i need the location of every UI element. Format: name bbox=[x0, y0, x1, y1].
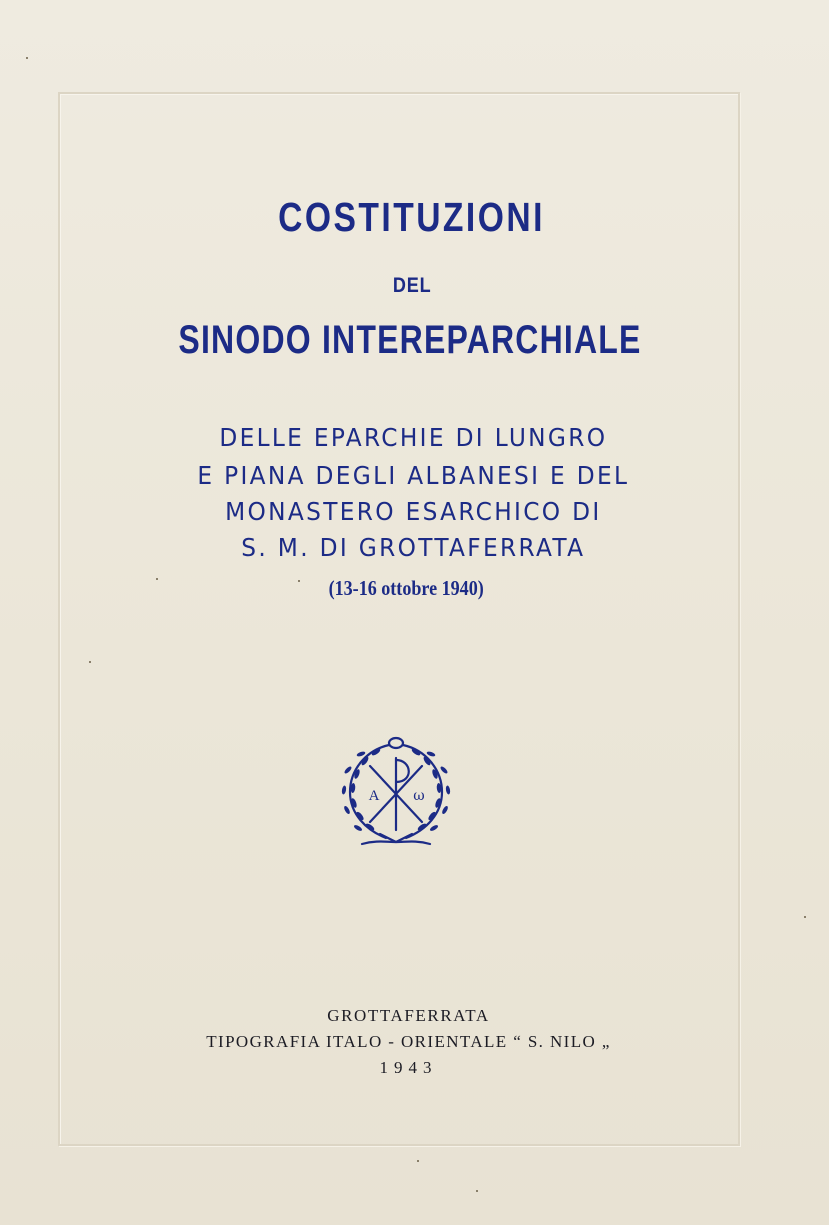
emblem-omega-letter: ω bbox=[413, 788, 425, 804]
subtitle-line-2: E PIANA DEGLI ALBANESI E DEL bbox=[197, 461, 630, 490]
subtitle-line-3: MONASTERO ESARCHICO DI bbox=[225, 497, 602, 526]
subtitle-line-4: S. M. DI GROTTAFERRATA bbox=[241, 533, 586, 562]
paper-speck bbox=[804, 916, 806, 918]
chi-rho-laurel-wreath-icon bbox=[336, 730, 456, 855]
title-line-del: DEL bbox=[392, 274, 432, 297]
paper-speck bbox=[417, 1160, 419, 1162]
imprint-printer: TIPOGRAFIA ITALO - ORIENTALE “ S. NILO „ bbox=[206, 1032, 611, 1051]
paper-speck bbox=[26, 57, 28, 59]
paper-speck bbox=[476, 1190, 478, 1192]
imprint-year: 1943 bbox=[379, 1058, 438, 1077]
title-line-sinodo: SINODO INTEREPARCHIALE bbox=[178, 318, 642, 362]
paper-speck bbox=[298, 580, 300, 582]
emblem-alpha-letter: A bbox=[368, 788, 380, 804]
imprint-place: GROTTAFERRATA bbox=[327, 1006, 490, 1025]
title-line-costituzioni: COSTITUZIONI bbox=[278, 194, 545, 240]
paper-speck bbox=[89, 661, 91, 663]
paper-speck bbox=[156, 578, 158, 580]
embossed-frame bbox=[58, 92, 740, 1146]
subtitle-line-1: DELLE EPARCHIE DI LUNGRO bbox=[219, 423, 608, 452]
synod-dates: (13-16 ottobre 1940) bbox=[328, 576, 484, 600]
